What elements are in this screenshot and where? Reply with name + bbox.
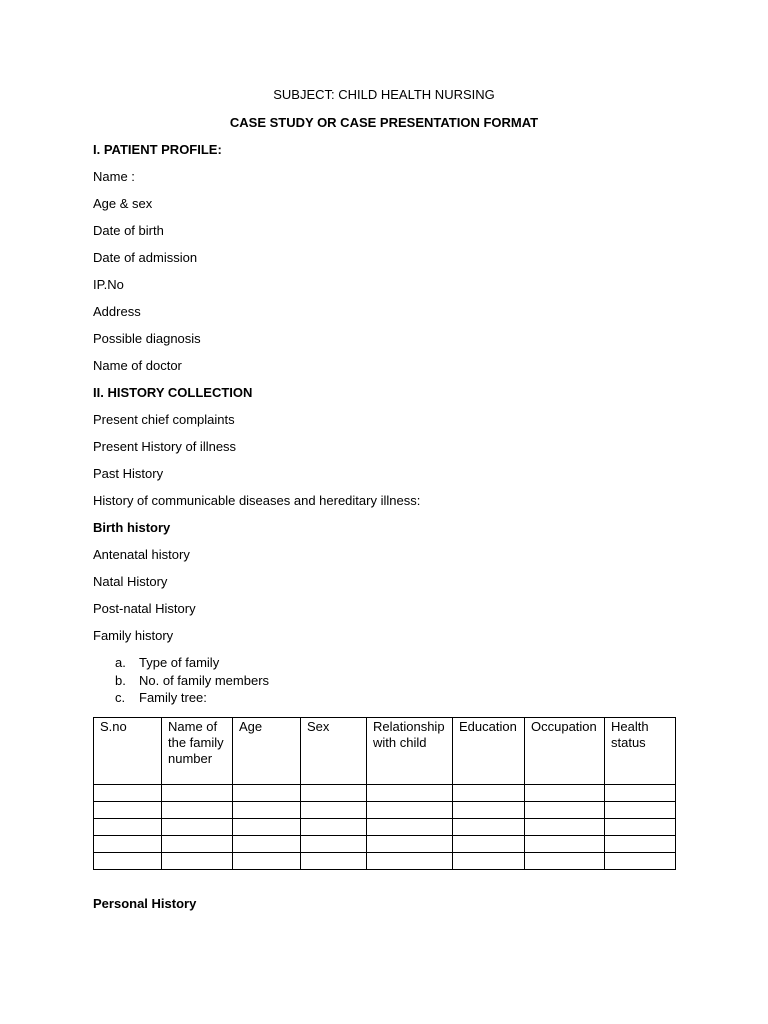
table-cell xyxy=(453,819,525,836)
table-cell xyxy=(453,785,525,802)
history-collection-heading: II. HISTORY COLLECTION xyxy=(93,385,253,400)
list-item-text: Family tree: xyxy=(139,690,207,705)
table-cell xyxy=(94,785,162,802)
table-row xyxy=(94,836,676,853)
subject-title: SUBJECT: CHILD HEALTH NURSING xyxy=(273,87,495,102)
family-history-sublist xyxy=(115,655,269,708)
table-cell xyxy=(162,819,233,836)
column-header-name: Name of the family number xyxy=(162,718,233,785)
table-cell xyxy=(162,785,233,802)
table-cell xyxy=(94,853,162,870)
table-cell xyxy=(162,853,233,870)
table-cell xyxy=(525,836,605,853)
table-cell xyxy=(301,802,367,819)
table-row xyxy=(94,853,676,870)
table-cell xyxy=(301,819,367,836)
list-item xyxy=(115,673,269,691)
table-cell xyxy=(525,785,605,802)
table-cell xyxy=(605,836,676,853)
personal-history-heading: Personal History xyxy=(93,896,197,911)
item-past-history: Past History xyxy=(93,466,164,481)
field-age-sex: Age & sex xyxy=(93,196,153,211)
item-antenatal-history: Antenatal history xyxy=(93,547,190,562)
table-cell xyxy=(525,819,605,836)
table-cell xyxy=(233,853,301,870)
table-cell xyxy=(233,836,301,853)
column-header-health-status: Health status xyxy=(605,718,676,785)
column-header-sex: Sex xyxy=(301,718,367,785)
table-cell xyxy=(367,785,453,802)
family-table-body xyxy=(94,785,676,870)
table-cell xyxy=(605,819,676,836)
table-cell xyxy=(94,802,162,819)
column-header-age: Age xyxy=(233,718,301,785)
column-header-sno: S.no xyxy=(94,718,162,785)
table-cell xyxy=(525,802,605,819)
table-cell xyxy=(525,853,605,870)
table-cell xyxy=(367,836,453,853)
table-cell xyxy=(94,819,162,836)
column-header-education: Education xyxy=(453,718,525,785)
field-date-of-birth: Date of birth xyxy=(93,223,164,238)
column-header-relationship: Relationship with child xyxy=(367,718,453,785)
item-present-history-of-illness: Present History of illness xyxy=(93,439,237,454)
table-cell xyxy=(367,853,453,870)
table-cell xyxy=(301,836,367,853)
table-cell xyxy=(94,836,162,853)
table-cell xyxy=(453,836,525,853)
list-item xyxy=(115,655,269,673)
table-row xyxy=(94,819,676,836)
table-row xyxy=(94,785,676,802)
field-name-of-doctor: Name of doctor xyxy=(93,358,182,373)
table-cell xyxy=(301,785,367,802)
item-communicable-hereditary: History of communicable diseases and hereditary illness: xyxy=(93,493,421,508)
table-cell xyxy=(233,785,301,802)
item-family-history: Family history xyxy=(93,628,174,643)
table-cell xyxy=(453,853,525,870)
list-item-text: No. of family members xyxy=(139,672,270,688)
list-marker: a. xyxy=(115,655,126,670)
table-cell xyxy=(367,802,453,819)
list-item-text: Type of family xyxy=(139,655,220,670)
table-cell xyxy=(233,802,301,819)
format-title: CASE STUDY OR CASE PRESENTATION FORMAT xyxy=(229,115,539,130)
field-possible-diagnosis: Possible diagnosis xyxy=(93,331,201,346)
field-address: Address xyxy=(93,304,141,319)
field-ip-no: IP.No xyxy=(93,277,124,292)
list-item xyxy=(115,690,269,708)
table-row xyxy=(94,802,676,819)
table-cell xyxy=(233,819,301,836)
table-cell xyxy=(605,785,676,802)
table-cell xyxy=(301,853,367,870)
table-header-row xyxy=(94,718,676,785)
table-cell xyxy=(453,802,525,819)
table-cell xyxy=(605,853,676,870)
item-natal-history: Natal History xyxy=(93,574,168,589)
field-date-of-admission: Date of admission xyxy=(93,250,198,265)
patient-profile-heading: I. PATIENT PROFILE: xyxy=(93,142,222,157)
column-header-occupation: Occupation xyxy=(525,718,605,785)
table-cell xyxy=(162,802,233,819)
list-marker: b. xyxy=(115,672,126,688)
family-tree-table xyxy=(93,717,676,870)
item-present-chief-complaints: Present chief complaints xyxy=(93,412,235,427)
birth-history-heading: Birth history xyxy=(93,520,171,535)
item-post-natal-history: Post-natal History xyxy=(93,601,196,616)
list-marker: c. xyxy=(115,690,126,705)
field-name: Name : xyxy=(93,169,135,184)
table-cell xyxy=(605,802,676,819)
table-cell xyxy=(162,836,233,853)
table-cell xyxy=(367,819,453,836)
